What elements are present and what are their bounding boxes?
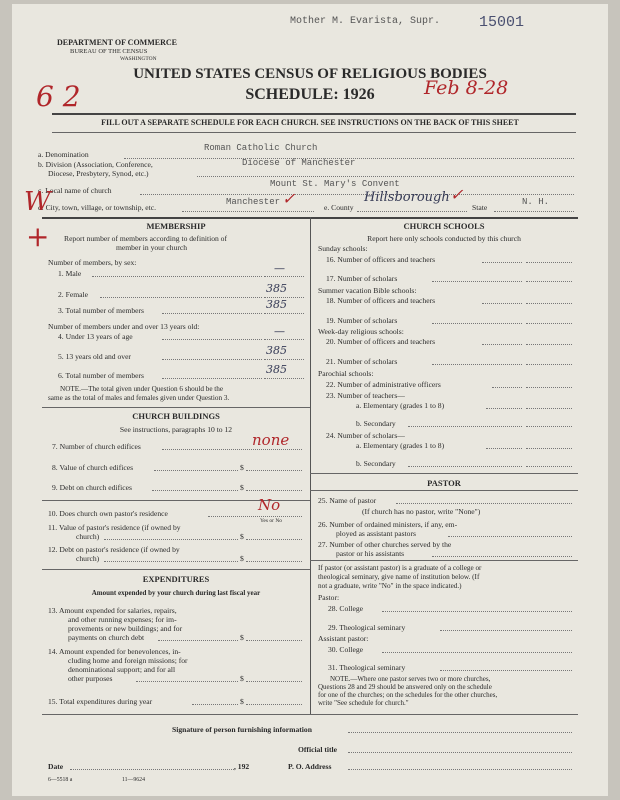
department: DEPARTMENT OF COMMERCE bbox=[57, 38, 178, 47]
q29-label: 29. Theological seminary bbox=[328, 623, 406, 632]
q31-label: 31. Theological seminary bbox=[328, 663, 406, 672]
summer-label: Summer vacation Bible schools: bbox=[318, 286, 417, 295]
date-label: Date bbox=[48, 762, 64, 771]
serial-number: 15001 bbox=[479, 14, 525, 31]
superior-stamp: Mother M. Evarista, Supr. bbox=[290, 16, 441, 27]
age-heading: Number of members under and over 13 years old: bbox=[48, 322, 200, 331]
weekday-label: Week-day religious schools: bbox=[318, 327, 404, 336]
schools-heading: CHURCH SCHOOLS bbox=[403, 221, 485, 231]
mark-w: W bbox=[24, 187, 51, 217]
education-note-2: theological seminary, give name of institution below. (If bbox=[318, 573, 480, 581]
county-value: Hillsborough bbox=[364, 190, 450, 205]
year-label: , 192 bbox=[234, 762, 250, 771]
q27-label-2: pastor or his assistants bbox=[336, 549, 405, 558]
q25-hint: (If church has no pastor, write "None") bbox=[362, 507, 481, 516]
q12-dollar: $ bbox=[240, 554, 244, 563]
schools-intro: Report here only schools conducted by this church bbox=[367, 234, 521, 243]
instructions-line: FILL OUT A SEPARATE SCHEDULE FOR EACH CHURCH. SEE INSTRUCTIONS ON THE BACK OF THIS SHEET bbox=[101, 118, 519, 127]
handwritten-code: 6 2 bbox=[36, 80, 81, 113]
buildings-heading: CHURCH BUILDINGS bbox=[132, 411, 220, 421]
city-label: d. City, town, village, or township, etc. bbox=[38, 203, 157, 212]
q11-dollar: $ bbox=[240, 532, 244, 541]
q13-line-4: payments on church debt bbox=[68, 633, 145, 642]
q12-label-2: church) bbox=[76, 554, 100, 563]
membership-intro: Report number of members according to definition of bbox=[64, 234, 228, 243]
division-label: b. Division (Association, Conference, bbox=[38, 160, 153, 169]
mark-plus: + bbox=[26, 220, 50, 253]
q14-line-1: 14. Amount expended for benevolences, in- bbox=[48, 647, 181, 656]
expenditures-heading: EXPENDITURES bbox=[142, 574, 210, 584]
city-check: ✓ bbox=[282, 189, 296, 208]
handwritten-date: Feb 8-28 bbox=[424, 77, 509, 99]
washington: WASHINGTON bbox=[120, 56, 157, 62]
county-label: e. County bbox=[324, 203, 354, 212]
city-value: Manchester bbox=[226, 197, 281, 207]
q24a-label: a. Elementary (grades 1 to 8) bbox=[356, 441, 445, 450]
q4-value: — bbox=[274, 325, 285, 338]
q22-label: 22. Number of administrative officers bbox=[326, 380, 441, 389]
q11-label: 11. Value of pastor's residence (if owned by bbox=[48, 523, 181, 532]
q12-label: 12. Debt on pastor's residence (if owned by bbox=[48, 545, 180, 554]
q28-label: 28. College bbox=[328, 604, 364, 613]
q3-value: 385 bbox=[266, 298, 287, 311]
q13-line-2: and other running expenses; for im- bbox=[68, 615, 177, 624]
q21-label: 21. Number of scholars bbox=[326, 357, 398, 366]
parochial-label: Parochial schools: bbox=[318, 369, 374, 378]
q15-label: 15. Total expenditures during year bbox=[48, 697, 153, 706]
q10-label: 10. Does church own pastor's residence bbox=[48, 509, 168, 518]
buildings-sub: See instructions, paragraphs 10 to 12 bbox=[119, 425, 233, 434]
by-sex-label: Number of members, by sex: bbox=[48, 258, 137, 267]
q11-label-2: church) bbox=[76, 532, 100, 541]
pastor-heading: PASTOR bbox=[427, 478, 461, 488]
pastor-label: Pastor: bbox=[318, 593, 340, 602]
q26-label: 26. Number of ordained ministers, if any, em- bbox=[318, 520, 458, 529]
expenditures-sub: Amount expended by your church during last fiscal year bbox=[91, 589, 261, 597]
q24-label: 24. Number of scholars— bbox=[326, 431, 405, 440]
q13-line-3: provements or new buildings; and for bbox=[68, 624, 183, 633]
local-name-value: Mount St. Mary's Convent bbox=[270, 179, 400, 189]
q13-dollar: $ bbox=[240, 633, 244, 642]
division-value: Diocese of Manchester bbox=[242, 158, 356, 168]
q5-value: 385 bbox=[266, 344, 287, 357]
form-title: UNITED STATES CENSUS OF RELIGIOUS BODIES bbox=[133, 66, 487, 82]
official-title-label: Official title bbox=[298, 745, 338, 754]
q9-label: 9. Debt on church edifices bbox=[52, 483, 132, 492]
division-label-2: Diocese, Presbytery, Synod, etc.) bbox=[48, 169, 149, 178]
q5-label: 5. 13 years old and over bbox=[58, 352, 131, 361]
q14-dollar: $ bbox=[240, 674, 244, 683]
state-label: State bbox=[472, 203, 488, 212]
q16-label: 16. Number of officers and teachers bbox=[326, 255, 436, 264]
schedule-title: SCHEDULE: 1926 bbox=[245, 86, 375, 103]
q6-value: 385 bbox=[266, 363, 287, 376]
q1-label: 1. Male bbox=[58, 269, 82, 278]
q14-line-4: other purposes bbox=[68, 674, 113, 683]
print-number: 11—9624 bbox=[122, 777, 145, 783]
q4-label: 4. Under 13 years of age bbox=[58, 332, 133, 341]
q20-label: 20. Number of officers and teachers bbox=[326, 337, 436, 346]
q23a-label: a. Elementary (grades 1 to 8) bbox=[356, 401, 445, 410]
state-value: N. H. bbox=[522, 197, 550, 207]
q7-value: none bbox=[252, 431, 290, 449]
membership-intro-2: member in your church bbox=[116, 243, 188, 252]
q6-label: 6. Total number of members bbox=[58, 371, 145, 380]
membership-note-2: same as the total of males and females given under Question 3. bbox=[48, 394, 230, 402]
q10-value: No bbox=[258, 496, 281, 514]
q10-hint: Yes or No bbox=[260, 518, 283, 524]
education-note: If pastor (or assistant pastor) is a graduate of a college or bbox=[318, 564, 482, 572]
pastor-note-2: Questions 28 and 29 should be answered only on the schedule bbox=[318, 683, 492, 691]
q14-line-2: cluding home and foreign missions; for bbox=[68, 656, 188, 665]
pastor-note-3: for one of the churches; on the schedules for the other churches, bbox=[318, 691, 498, 699]
q15-dollar: $ bbox=[240, 697, 244, 706]
local-name-label: c. Local name of church bbox=[38, 186, 112, 195]
po-address-label: P. O. Address bbox=[288, 762, 332, 771]
denomination-label: a. Denomination bbox=[38, 150, 89, 159]
q9-dollar: $ bbox=[240, 483, 244, 492]
q19-label: 19. Number of scholars bbox=[326, 316, 398, 325]
q3-label: 3. Total number of members bbox=[58, 306, 145, 315]
q18-label: 18. Number of officers and teachers bbox=[326, 296, 436, 305]
q30-label: 30. College bbox=[328, 645, 364, 654]
bureau: BUREAU OF THE CENSUS bbox=[70, 48, 148, 55]
q8-label: 8. Value of church edifices bbox=[52, 463, 134, 472]
q25-label: 25. Name of pastor bbox=[318, 496, 377, 505]
q8-dollar: $ bbox=[240, 463, 244, 472]
membership-heading: MEMBERSHIP bbox=[146, 221, 206, 231]
q7-label: 7. Number of church edifices bbox=[52, 442, 141, 451]
pastor-note: NOTE.—Where one pastor serves two or more churches, bbox=[330, 675, 491, 683]
sunday-label: Sunday schools: bbox=[318, 244, 368, 253]
denomination-value: Roman Catholic Church bbox=[204, 143, 318, 153]
census-schedule bbox=[12, 4, 608, 796]
pastor-note-4: write "See schedule for church." bbox=[318, 699, 409, 707]
membership-note: NOTE.—The total given under Question 6 should be the bbox=[60, 385, 224, 393]
q17-label: 17. Number of scholars bbox=[326, 274, 398, 283]
form-number: 6—5518 a bbox=[48, 777, 73, 783]
education-note-3: not a graduate, write "No" in the space indicated.) bbox=[318, 582, 462, 590]
county-check: ✓ bbox=[450, 185, 464, 204]
q1-value: — bbox=[274, 262, 285, 275]
q14-line-3: denominational support; and for all bbox=[68, 665, 176, 674]
assistant-label: Assistant pastor: bbox=[318, 634, 369, 643]
q2-value: 385 bbox=[266, 282, 287, 295]
q24b-label: b. Secondary bbox=[356, 459, 396, 468]
q13-line-1: 13. Amount expended for salaries, repairs, bbox=[48, 606, 177, 615]
q23-label: 23. Number of teachers— bbox=[326, 391, 405, 400]
q26-label-2: ployed as assistant pastors bbox=[336, 529, 416, 538]
q27-label: 27. Number of other churches served by the bbox=[318, 540, 452, 549]
q2-label: 2. Female bbox=[58, 290, 88, 299]
q23b-label: b. Secondary bbox=[356, 419, 396, 428]
signature-label: Signature of person furnishing information bbox=[172, 725, 312, 734]
